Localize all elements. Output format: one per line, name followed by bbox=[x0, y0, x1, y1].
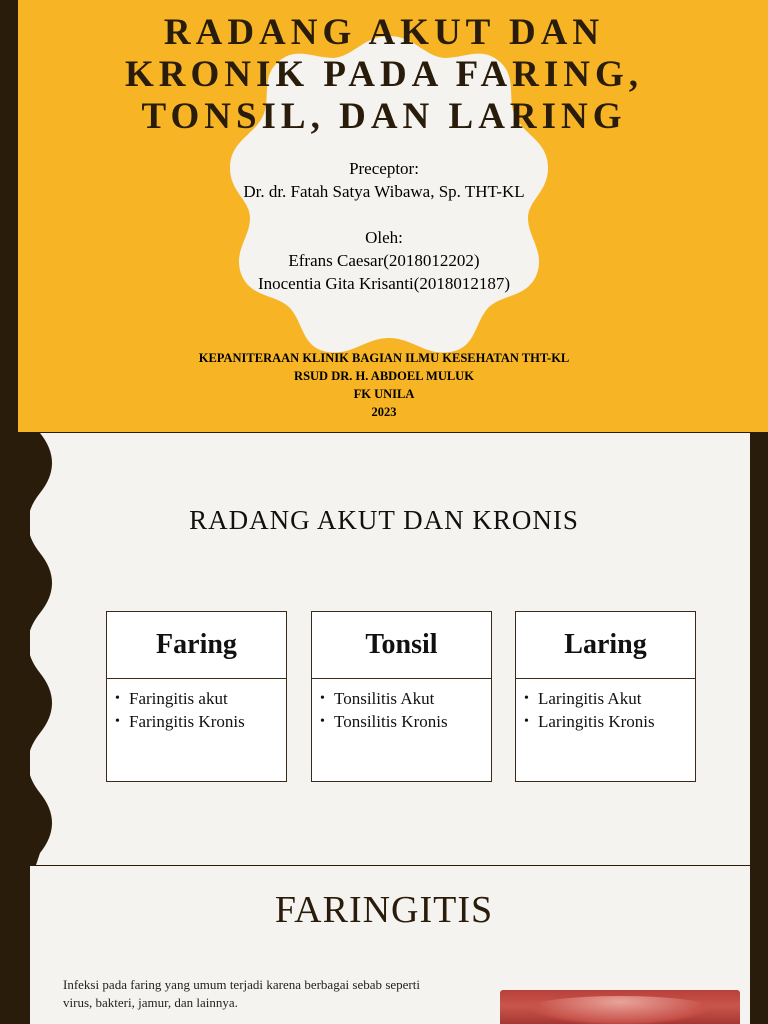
list-item: • Laringitis Kronis bbox=[524, 712, 655, 731]
overview-slide bbox=[0, 433, 768, 865]
slide-title bbox=[60, 12, 708, 138]
card-tonsil bbox=[311, 611, 492, 782]
card-list bbox=[107, 679, 286, 733]
title-line: KRONIK PADA FARING, bbox=[124, 54, 644, 95]
slide-heading: RADANG AKUT DAN KRONIS bbox=[189, 505, 579, 535]
card-list bbox=[516, 679, 695, 733]
card-list bbox=[312, 679, 491, 733]
body-text: Infeksi pada faring yang umum terjadi karena berbagai sebab seperti virus, bakteri, jamur, dan lainnya. bbox=[63, 977, 420, 1010]
throat-photo bbox=[500, 990, 740, 1024]
title-slide bbox=[0, 0, 768, 432]
slide-heading: FARINGITIS bbox=[274, 889, 494, 931]
institution-line: FK UNILA bbox=[353, 387, 415, 401]
author-name: Efrans Caesar(2018012202) bbox=[288, 251, 480, 270]
left-accent-bar bbox=[0, 0, 18, 432]
list-item: • Faringitis akut bbox=[115, 689, 228, 708]
card-title: Tonsil bbox=[312, 612, 491, 679]
card-title: Faring bbox=[107, 612, 286, 679]
institution-block bbox=[134, 349, 634, 421]
by-label: Oleh: bbox=[365, 228, 403, 247]
institution-line: 2023 bbox=[371, 405, 397, 419]
list-item: • Tonsilitis Akut bbox=[320, 689, 435, 708]
list-item: • Faringitis Kronis bbox=[115, 712, 245, 731]
credits-block bbox=[184, 157, 584, 295]
preceptor-name: Dr. dr. Fatah Satya Wibawa, Sp. THT-KL bbox=[243, 182, 525, 201]
title-line: RADANG AKUT DAN bbox=[163, 12, 605, 53]
card-faring bbox=[106, 611, 287, 782]
title-line: TONSIL, DAN LARING bbox=[141, 96, 627, 137]
preceptor-label: Preceptor: bbox=[349, 159, 419, 178]
institution-line: RSUD DR. H. ABDOEL MULUK bbox=[294, 369, 474, 383]
list-item: • Tonsilitis Kronis bbox=[320, 712, 448, 731]
card-title: Laring bbox=[516, 612, 695, 679]
author-name: Inocentia Gita Krisanti(2018012187) bbox=[257, 274, 511, 293]
faringitis-slide bbox=[0, 866, 768, 1024]
card-laring bbox=[515, 611, 696, 782]
institution-line: KEPANITERAAN KLINIK BAGIAN ILMU KESEHATAN THT-KL bbox=[198, 351, 570, 365]
list-item: • Laringitis Akut bbox=[524, 689, 642, 708]
wavy-left-edge bbox=[0, 433, 60, 865]
